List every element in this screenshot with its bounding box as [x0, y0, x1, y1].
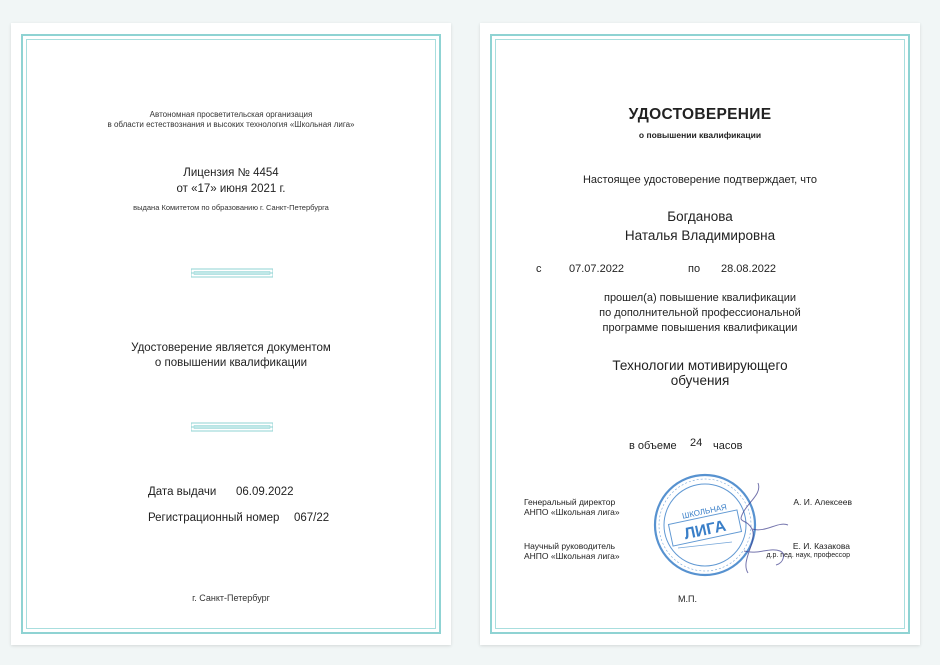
certificate-subtitle: о повышении квалификации	[638, 130, 762, 140]
seal-text-top: ШКОЛЬНАЯ	[681, 502, 728, 521]
statement-line-1: Удостоверение является документом	[131, 342, 331, 354]
signer1-role-line-2: АНПО «Школьная лига»	[524, 507, 620, 517]
signer1-name: А. И. Алексеев	[793, 497, 852, 507]
org-line-1: Автономная просветительская организация	[149, 110, 313, 119]
license-number: Лицензия № 4454	[183, 167, 279, 179]
period-from-label: с	[536, 263, 542, 275]
registration-number-label: Регистрационный номер	[148, 512, 280, 524]
signer2-role-line-1: Научный руководитель	[524, 541, 616, 551]
license-date: от «17» июня 2021 г.	[176, 183, 286, 195]
license-issuer: выдана Комитетом по образованию г. Санкт-Петербурга	[133, 203, 329, 212]
organization-name	[11, 110, 451, 130]
certificate-statement	[11, 341, 451, 371]
signer2-degree: д.р. пед. наук, профессор	[766, 552, 850, 559]
city: г. Санкт-Петербург	[192, 593, 270, 603]
issue-date-label: Дата выдачи	[148, 486, 217, 498]
period-from-date: 07.07.2022	[569, 263, 625, 275]
confirm-text: Настоящее удостоверение подтверждает, что	[582, 174, 818, 186]
program-name	[480, 358, 920, 388]
signer2-role	[524, 541, 620, 561]
qualification-line-2: по дополнительной профессиональной	[599, 307, 801, 319]
signer1-role-line-1: Генеральный директор	[524, 497, 616, 507]
period-to-date: 28.08.2022	[721, 263, 777, 275]
signer2-role-line-2: АНПО «Школьная лига»	[524, 551, 620, 561]
volume-hours: 24	[690, 437, 703, 449]
handwritten-signature	[718, 481, 798, 581]
period-to-label: по	[688, 263, 701, 275]
statement-line-2: о повышении квалификации	[154, 357, 308, 369]
volume-unit: часов	[713, 440, 743, 452]
program-line-2: обучения	[670, 373, 730, 388]
volume-label: в объеме	[629, 440, 677, 452]
right-page	[480, 23, 920, 645]
qualification-line-1: прошел(а) повышение квалификации	[603, 292, 797, 304]
program-line-1: Технологии мотивирующего	[612, 358, 788, 373]
registration-number-value: 067/22	[294, 512, 330, 524]
holder-surname: Богданова	[667, 209, 733, 224]
signer2-name: Е. И. Казакова	[792, 541, 850, 551]
signer1-role	[524, 497, 620, 517]
left-page	[11, 23, 451, 645]
org-line-2: в области естествознания и высоких технология «Школьная лига»	[107, 120, 355, 129]
seal-text-main: ЛИГА	[682, 517, 728, 544]
issue-date-value: 06.09.2022	[236, 486, 294, 498]
ornament-divider-bottom	[191, 420, 273, 434]
holder-name-patronymic: Наталья Владимировна	[624, 228, 776, 243]
ornament-divider-top	[191, 266, 273, 280]
stamp-place: М.П.	[678, 594, 697, 604]
qualification-line-3: программе повышения квалификации	[602, 322, 798, 334]
qualification-text	[480, 291, 920, 336]
certificate-title: УДОСТОВЕРЕНИЕ	[628, 106, 772, 123]
